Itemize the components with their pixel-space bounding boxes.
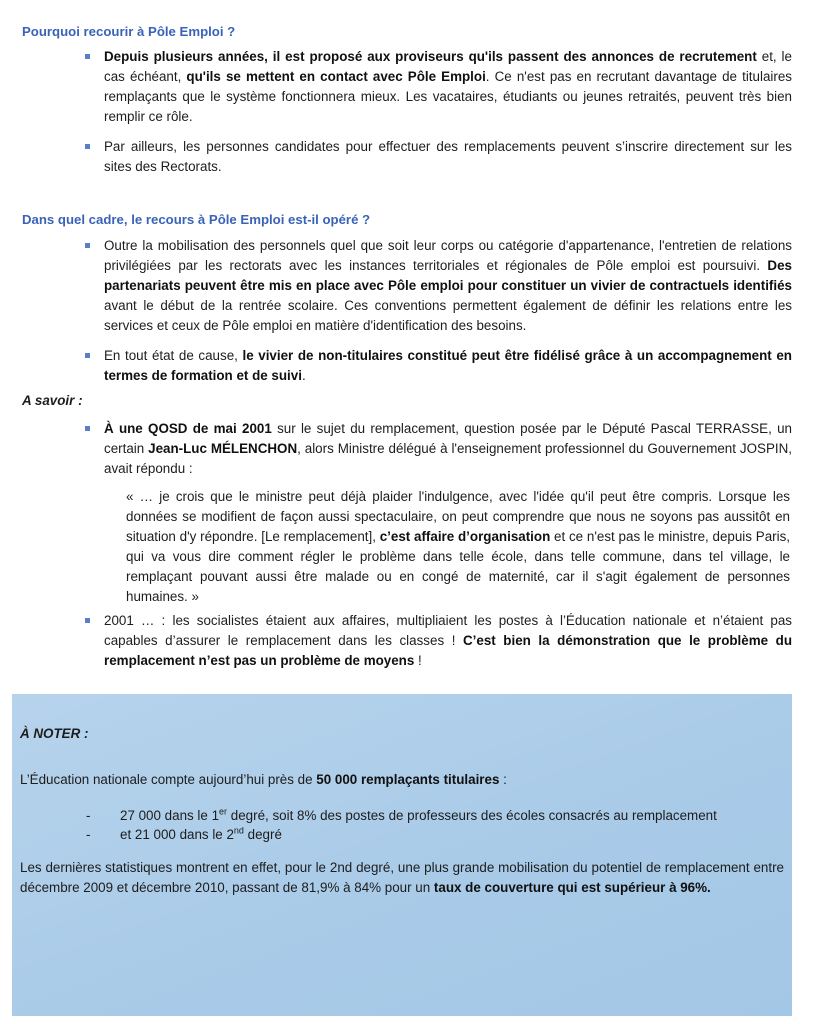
label-a-savoir: A savoir : bbox=[22, 393, 83, 408]
strong-text: le vivier de non-titulaires constitué peut être fidélisé grâce à un accompagnement en termes de formation et de suivi bbox=[104, 348, 792, 383]
note-title: À NOTER : bbox=[20, 726, 89, 741]
text: et 21 000 dans le 2 bbox=[120, 827, 234, 842]
strong-text: c’est affaire d’organisation bbox=[379, 529, 551, 544]
text: sur le sujet du remplacement, question posée par le Député Pascal TERRASSE, un certain bbox=[104, 421, 792, 456]
strong-text: C’est bien la démonstration que le problème du remplacement n’est pas un problème de moyens bbox=[104, 633, 792, 668]
text: Les dernières statistiques montrent en effet, pour le 2nd degré, une plus grande mobilisation du potentiel de remplacement entre décembre 2009 et décembre 2010, passant de 81,9% à 84% pour un bbox=[20, 860, 784, 895]
text: degré, soit 8% des postes de professeurs des écoles consacrés au remplacement bbox=[227, 808, 717, 823]
bullet-partenariats bbox=[104, 236, 792, 336]
text: L’Éducation nationale compte aujourd’hui près de bbox=[20, 772, 317, 787]
text: et, le cas échéant, bbox=[104, 49, 792, 84]
strong-text: Depuis plusieurs années, il est proposé aux proviseurs qu'ils passent des annonces de recrutement bbox=[104, 49, 757, 64]
bullet-2001-socialistes bbox=[104, 611, 792, 671]
note-box bbox=[12, 694, 792, 1016]
strong-text: À une QOSD de mai 2001 bbox=[104, 421, 272, 436]
text: avant le début de la rentrée scolaire. Ces conventions permettent également de définir les relations entre les services et ceux de Pôle emploi en matière d'identification des besoins. bbox=[104, 298, 792, 333]
text: Outre la mobilisation des personnels quel que soit leur corps ou catégorie d'appartenance, l'entretien de relations privilégiées par les rectorats avec les instances territoriales et régionales de Pôle emploi est poursuivi. bbox=[104, 238, 792, 273]
text: 27 000 dans le 1 bbox=[120, 808, 220, 823]
bullet-qosd-2001 bbox=[104, 419, 792, 479]
text: En tout état de cause, bbox=[104, 348, 243, 363]
text: et ce n'est pas le ministre, depuis Paris, qui va vous dire comment régler le problème dans telle école, dans telle commune, dans tel village, le remplaçant pouvant aussi être malade ou en congé de maternité, car il s'agit également de personnes humaines. » bbox=[126, 529, 790, 604]
heading-cadre-recours: Dans quel cadre, le recours à Pôle Emploi est-il opéré ? bbox=[22, 212, 371, 227]
bullet-annonces-recrutement bbox=[104, 47, 792, 127]
text: . bbox=[301, 368, 306, 383]
text: degré bbox=[243, 827, 282, 842]
strong-text: taux de couverture qui est supérieur à 96%. bbox=[433, 880, 711, 895]
bullet-inscription-rectorats: Par ailleurs, les personnes candidates pour effectuer des remplacements peuvent s’inscrire directement sur les sites des Rectorats. bbox=[104, 137, 792, 177]
text: , alors Ministre délégué à l'enseignement professionnel du Gouvernement JOSPIN, avait répondu : bbox=[104, 441, 792, 476]
note-lead bbox=[20, 770, 507, 790]
strong-text: 50 000 remplaçants titulaires bbox=[316, 772, 500, 787]
note-item-second-degre bbox=[120, 825, 282, 845]
superscript: nd bbox=[233, 825, 244, 836]
superscript: er bbox=[219, 806, 228, 817]
note-item-premier-degre bbox=[120, 806, 717, 826]
heading-pourquoi-pole-emploi: Pourquoi recourir à Pôle Emploi ? bbox=[22, 24, 236, 39]
quote-melenchon bbox=[126, 487, 790, 607]
text: ! bbox=[414, 653, 422, 668]
note-statistics bbox=[20, 858, 784, 898]
text: 2001 … : les socialistes étaient aux affaires, multipliaient les postes à l’Éducation nationale et n’étaient pas capables d’assurer le remplacement dans les classes ! bbox=[104, 613, 792, 648]
strong-text: Jean-Luc MÉLENCHON bbox=[148, 441, 298, 456]
strong-text: Des partenariats peuvent être mis en place avec Pôle emploi pour constituer un vivier de contractuels identifiés bbox=[104, 258, 792, 293]
text: . Ce n'est pas en recrutant davantage de titulaires remplaçants que le système fonctionnera mieux. Les vacataires, étudiants ou jeunes retraités, peuvent très bien remplir ce rôle. bbox=[104, 69, 792, 124]
bullet-vivier-non-titulaires bbox=[104, 346, 792, 386]
text: « … je crois que le ministre peut déjà plaider l'indulgence, avec l'idée qu'il peut être compris. Lorsque les données se modifient de façon aussi spectaculaire, on peut comprendre que nous ne soyons pas aussitôt en situation d'y répondre. [Le remplacement], bbox=[126, 489, 790, 544]
strong-text: qu'ils se mettent en contact avec Pôle Emploi bbox=[186, 69, 486, 84]
text: : bbox=[499, 772, 507, 787]
